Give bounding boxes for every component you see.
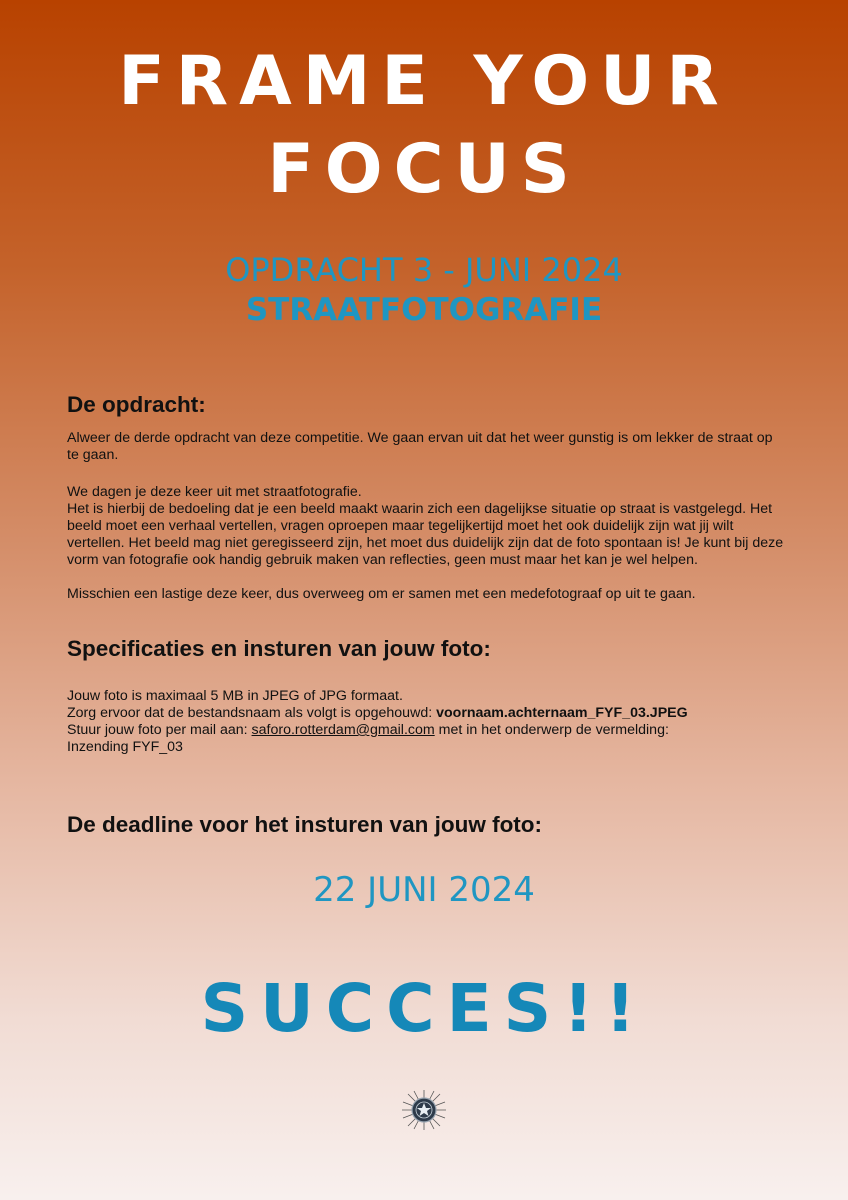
title-line-2: FOCUS — [267, 130, 581, 209]
assignment-theme: STRAATFOTOGRAFIE — [245, 292, 603, 328]
title-line-1: FRAME YOUR — [118, 42, 730, 121]
succes-text: SUCCES!! — [200, 970, 648, 1047]
opdracht-paragraph-3: Misschien een lastige deze keer, dus overweeg om er samen met een medefotograaf op uit te gaan. — [67, 586, 696, 602]
deadline-date: 22 JUNI 2024 — [313, 870, 535, 910]
spec-line-2-prefix: Zorg ervoor dat de bestandsnaam als volgt is opgehouwd: — [67, 705, 437, 721]
opdracht-heading: De opdracht: — [67, 392, 206, 417]
page-title — [0, 38, 848, 214]
deadline-heading: De deadline voor het insturen van jouw foto: — [67, 812, 543, 837]
opdracht-paragraph-2 — [67, 484, 787, 603]
assignment-number: OPDRACHT 3 - JUNI 2024 — [225, 251, 623, 289]
spec-line-3-prefix: Stuur jouw foto per mail aan: — [67, 722, 252, 738]
opdracht-paragraph-2-body: Het is hierbij de bedoeling dat je een beeld maakt waarin zich een dagelijkse situatie op straat is vastgelegd. Het beeld moet een verhaal vertellen, vragen oproepen maar tegelijkertijd moet het ook duidelijk zijn wat jij wilt vertellen. Het beeld mag niet geregisseerd zijn, het moet dus duidelijk zijn dat de foto spontaan is! Je kunt bij deze vorm van fotografie ook handig gebruik maken van reflecties, geen must maar het kan je wel helpen. — [67, 501, 784, 568]
opdracht-paragraph-1: Alweer de derde opdracht van deze competitie. We gaan ervan uit dat het weer gunstig is om lekker de straat op te gaan. — [67, 430, 773, 463]
opdracht-paragraph-2-intro: We dagen je deze keer uit met straatfotografie. — [67, 484, 362, 500]
spec-line-2 — [67, 705, 688, 722]
email-link[interactable]: saforo.rotterdam@gmail.com — [251, 722, 435, 738]
spec-line-1: Jouw foto is maximaal 5 MB in JPEG of JPG formaat. — [67, 688, 403, 704]
spec-line-3 — [67, 722, 688, 739]
spec-line-3-suffix: met in het onderwerp de vermelding: — [434, 722, 669, 738]
assignment-block — [0, 250, 848, 330]
club-emblem-icon — [398, 1088, 450, 1132]
specificaties-heading: Specificaties en insturen van jouw foto: — [67, 636, 491, 661]
specificaties-body — [67, 688, 688, 756]
spec-line-4: Inzending FYF_03 — [67, 739, 183, 755]
filename-format: voornaam.achternaam_FYF_03.JPEG — [436, 705, 688, 721]
